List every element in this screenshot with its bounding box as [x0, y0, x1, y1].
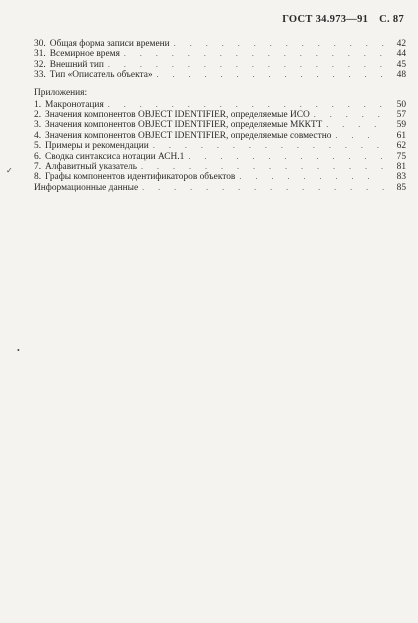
leader-dots [314, 110, 384, 120]
toc-num: 7. [34, 161, 42, 172]
toc-page: 45 [396, 59, 406, 70]
leader-dots [326, 120, 384, 130]
toc-row[interactable] [34, 131, 406, 141]
table-of-contents [34, 39, 406, 193]
toc-title: Значения компонентов OBJECT IDENTIFIER, определяемые совместно [45, 130, 332, 141]
leader-dots [153, 141, 384, 151]
leader-dots [188, 152, 384, 162]
toc-page: 57 [396, 109, 406, 120]
leader-dots [124, 49, 384, 59]
appendix-heading: Приложения: [34, 87, 88, 98]
toc-page: 48 [396, 70, 406, 81]
toc-row[interactable] [34, 162, 406, 172]
page-number: С. 87 [379, 14, 404, 25]
toc-num: 8. [34, 172, 42, 183]
toc-page: 85 [396, 182, 406, 193]
toc-title: Внешний тип [49, 59, 104, 70]
toc-row[interactable] [34, 152, 406, 162]
toc-title: Графы компонентов идентификаторов объектов [45, 172, 236, 183]
leader-dots [108, 100, 384, 110]
toc-page: 83 [396, 172, 406, 183]
leader-dots [239, 172, 384, 182]
toc-title: Информационные данные [34, 182, 139, 193]
toc-num: 30. [34, 39, 46, 49]
toc-page: 62 [396, 141, 406, 152]
toc-num: 32. [34, 59, 46, 70]
leader-dots [141, 162, 384, 172]
leader-dots [142, 183, 384, 193]
toc-page: 44 [396, 49, 406, 60]
toc-num: 4. [34, 130, 42, 141]
toc-num: 6. [34, 151, 42, 162]
toc-title: Сводка синтаксиса нотации АСН.1 [45, 151, 185, 162]
toc-page: 42 [396, 39, 406, 49]
toc-title: Значения компонентов OBJECT IDENTIFIER, определяемые ИСО [45, 109, 310, 120]
toc-row[interactable] [34, 120, 406, 130]
toc-row[interactable] [34, 39, 406, 49]
toc-title: Алфавитный указатель [45, 161, 138, 172]
toc-row[interactable] [34, 70, 406, 80]
leader-dots [108, 60, 384, 70]
standard-number: ГОСТ 34.973—91 [282, 14, 369, 25]
toc-row[interactable] [34, 60, 406, 70]
toc-title: Примеры и рекомендации [45, 141, 149, 152]
toc-row-info[interactable] [34, 183, 406, 193]
toc-num: 1. [34, 99, 42, 110]
toc-title: Общая форма записи времени [49, 39, 170, 49]
toc-title: Макронотация [45, 99, 104, 110]
toc-num: 2. [34, 109, 42, 120]
toc-title: Всемирное время [49, 49, 120, 60]
leader-dots [174, 39, 384, 49]
toc-num: 5. [34, 141, 42, 152]
toc-num: 3. [34, 120, 42, 131]
toc-title: Тип «Описатель объекта» [49, 70, 153, 81]
toc-num: 31. [34, 49, 46, 60]
toc-page: 81 [396, 161, 406, 172]
leader-dots [157, 70, 384, 80]
toc-page: 50 [396, 99, 406, 110]
toc-row[interactable] [34, 172, 406, 182]
leader-dots [335, 131, 384, 141]
toc-row[interactable] [34, 141, 406, 151]
toc-page: 75 [396, 151, 406, 162]
page-header [282, 14, 404, 25]
toc-title: Значения компонентов OBJECT IDENTIFIER, определяемые МККТТ [45, 120, 323, 131]
toc-row[interactable] [34, 49, 406, 59]
toc-row[interactable] [34, 110, 406, 120]
toc-row[interactable] [34, 100, 406, 110]
scan-mark: ✓ [6, 166, 13, 175]
toc-page: 59 [396, 120, 406, 131]
toc-page: 61 [396, 130, 406, 141]
scan-dot: • [17, 346, 20, 355]
toc-num: 33. [34, 70, 46, 81]
